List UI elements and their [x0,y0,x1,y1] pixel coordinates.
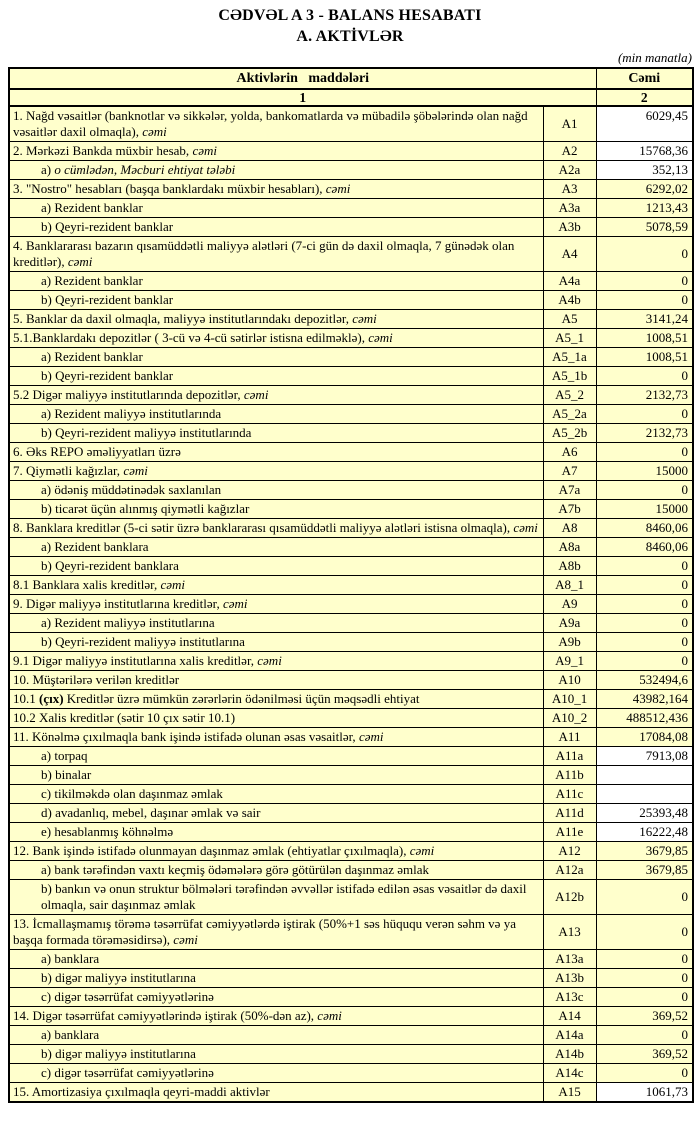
row-total-value [596,785,693,804]
row-code: A5 [543,310,596,329]
row-item-label: a) Rezident banklar [9,348,543,367]
table-row [9,142,693,161]
row-item-label: a) Rezident banklar [9,199,543,218]
row-total-value: 0 [596,1026,693,1045]
row-item-label: b) binalar [9,766,543,785]
row-code: A4b [543,291,596,310]
row-code: A7a [543,481,596,500]
table-row [9,950,693,969]
row-total-value: 8460,06 [596,519,693,538]
row-code: A5_2b [543,424,596,443]
row-code: A11d [543,804,596,823]
row-item-label: 8. Banklara kreditlər (5-ci sətir üzrə banklararası qısamüddətli maliyyə alətləri istisna olmaqla), cəmi [9,519,543,538]
table-row [9,519,693,538]
row-item-label: b) ticarət üçün alınmış qiymətli kağızlar [9,500,543,519]
row-item-label: b) Qeyri-rezident maliyyə institutlarında [9,424,543,443]
row-total-value: 3679,85 [596,842,693,861]
row-item-label: 11. Könəlmə çıxılmaqla bank işində istifadə olunan əsas vəsaitlər, cəmi [9,728,543,747]
table-row [9,161,693,180]
row-code: A1 [543,106,596,142]
table-row [9,348,693,367]
row-total-value: 6029,45 [596,106,693,142]
row-item-label: 3. "Nostro" hesabları (başqa banklardakı müxbir hesabları), cəmi [9,180,543,199]
row-code: A15 [543,1083,596,1103]
row-item-label: 9.1 Digər maliyyə institutlarına xalis kreditlər, cəmi [9,652,543,671]
table-row [9,880,693,915]
row-code: A8 [543,519,596,538]
row-code: A13a [543,950,596,969]
row-item-label: 10.2 Xalis kreditlər (sətir 10 çıx sətir 10.1) [9,709,543,728]
row-total-value: 0 [596,950,693,969]
title-block [0,0,700,47]
table-row [9,481,693,500]
row-total-value: 3141,24 [596,310,693,329]
row-code: A2a [543,161,596,180]
table-row [9,595,693,614]
table-row [9,988,693,1007]
column-number-2: 2 [596,89,693,106]
row-item-label: 10. Müştərilərə verilən kreditlər [9,671,543,690]
table-row [9,443,693,462]
row-total-value: 15768,36 [596,142,693,161]
row-item-label: a) torpaq [9,747,543,766]
table-row [9,218,693,237]
row-item-label: 9. Digər maliyyə institutlarına kreditlər, cəmi [9,595,543,614]
row-total-value: 0 [596,915,693,950]
row-item-label: 10.1 (çıx) Kreditlər üzrə mümkün zərərlərin ödənilməsi üçün məqsədli ehtiyat [9,690,543,709]
row-item-label: 12. Bank işində istifadə olunmayan daşınmaz əmlak (ehtiyatlar çıxılmaqla), cəmi [9,842,543,861]
column-number-1: 1 [9,89,596,106]
row-total-value: 1008,51 [596,348,693,367]
unit-note: (min manatla) [617,50,692,65]
row-code: A9b [543,633,596,652]
row-code: A13b [543,969,596,988]
row-code: A5_1 [543,329,596,348]
row-code: A6 [543,443,596,462]
row-total-value: 0 [596,988,693,1007]
table-row [9,386,693,405]
header-row-labels [9,68,693,89]
table-row [9,671,693,690]
row-code: A12a [543,861,596,880]
row-total-value: 6292,02 [596,180,693,199]
row-total-value: 0 [596,481,693,500]
row-code: A5_2a [543,405,596,424]
table-row [9,329,693,348]
table-header [9,68,693,106]
row-code: A11e [543,823,596,842]
table-row [9,576,693,595]
row-total-value: 0 [596,405,693,424]
row-total-value: 15000 [596,500,693,519]
table-row [9,272,693,291]
row-total-value: 369,52 [596,1045,693,1064]
table-body [9,106,693,1102]
row-item-label: b) digər maliyyə institutlarına [9,969,543,988]
table-row [9,633,693,652]
row-code: A11c [543,785,596,804]
row-item-label: a) Rezident maliyyə institutlarında [9,405,543,424]
row-total-value: 1061,73 [596,1083,693,1103]
row-item-label: 7. Qiymətli kağızlar, cəmi [9,462,543,481]
row-code: A5_2 [543,386,596,405]
row-item-label: 6. Əks REPO əməliyyatları üzrə [9,443,543,462]
table-row [9,310,693,329]
table-row [9,538,693,557]
row-total-value: 7913,08 [596,747,693,766]
table-row [9,690,693,709]
table-row [9,766,693,785]
row-total-value: 16222,48 [596,823,693,842]
table-row [9,747,693,766]
row-item-label: 5.1.Banklardakı depozitlər ( 3-cü və 4-cü sətirlər istisna edilməklə), cəmi [9,329,543,348]
balance-sheet-table [8,67,694,1103]
row-code: A5_1b [543,367,596,386]
table-row [9,180,693,199]
row-total-value: 0 [596,969,693,988]
row-total-value: 8460,06 [596,538,693,557]
row-item-label: a) Rezident banklar [9,272,543,291]
table-row [9,709,693,728]
row-item-label: a) Rezident banklara [9,538,543,557]
row-code: A3a [543,199,596,218]
table-row [9,652,693,671]
row-item-label: b) Qeyri-rezident banklar [9,291,543,310]
row-code: A13 [543,915,596,950]
table-row [9,462,693,481]
row-item-label: b) Qeyri-rezident banklar [9,218,543,237]
row-total-value: 17084,08 [596,728,693,747]
row-total-value: 0 [596,443,693,462]
table-row [9,861,693,880]
row-total-value: 1213,43 [596,199,693,218]
row-code: A3 [543,180,596,199]
row-item-label: b) Qeyri-rezident maliyyə institutlarına [9,633,543,652]
row-code: A7 [543,462,596,481]
row-total-value: 0 [596,1064,693,1083]
row-code: A10_1 [543,690,596,709]
row-total-value: 0 [596,595,693,614]
row-total-value: 0 [596,652,693,671]
table-row [9,614,693,633]
table-row [9,915,693,950]
table-row [9,557,693,576]
table-row [9,842,693,861]
row-code: A11a [543,747,596,766]
row-total-value: 488512,436 [596,709,693,728]
row-code: A12b [543,880,596,915]
row-code: A14a [543,1026,596,1045]
table-row [9,1064,693,1083]
table-row [9,424,693,443]
row-total-value: 5078,59 [596,218,693,237]
row-total-value: 0 [596,291,693,310]
row-total-value: 25393,48 [596,804,693,823]
table-row [9,291,693,310]
row-item-label: 14. Digər təsərrüfat cəmiyyətlərində iştirak (50%-dən az), cəmi [9,1007,543,1026]
row-total-value: 0 [596,880,693,915]
table-row [9,367,693,386]
row-total-value: 369,52 [596,1007,693,1026]
row-code: A4a [543,272,596,291]
table-row [9,823,693,842]
row-total-value: 3679,85 [596,861,693,880]
row-item-label: b) bankın və onun struktur bölmələri tərəfindən əvvəllər istifadə edilən əsas vəsaitlər də daxil olmaqla, sair daşınmaz əmlak [9,880,543,915]
row-code: A13c [543,988,596,1007]
row-item-label: b) Qeyri-rezident banklara [9,557,543,576]
table-row [9,728,693,747]
total-column-header: Cəmi [596,68,693,89]
row-code: A8a [543,538,596,557]
page-title: CƏDVƏL A 3 - BALANS HESABATI [218,7,482,24]
row-total-value: 0 [596,614,693,633]
row-item-label: a) ödəniş müddətinədək saxlanılan [9,481,543,500]
table-row [9,500,693,519]
row-item-label: a) Rezident maliyyə institutlarına [9,614,543,633]
row-item-label: 5. Banklar da daxil olmaqla, maliyyə institutlarındakı depozitlər, cəmi [9,310,543,329]
row-item-label: a) o cümlədən, Məcburi ehtiyat tələbi [9,161,543,180]
row-total-value: 0 [596,576,693,595]
row-code: A11b [543,766,596,785]
row-item-label: a) banklara [9,950,543,969]
row-code: A10_2 [543,709,596,728]
row-total-value: 532494,6 [596,671,693,690]
row-item-label: e) hesablanmış köhnəlmə [9,823,543,842]
row-code: A14b [543,1045,596,1064]
table-row [9,106,693,142]
table-row [9,1007,693,1026]
row-total-value: 15000 [596,462,693,481]
row-item-label: c) digər təsərrüfat cəmiyyətlərinə [9,1064,543,1083]
row-code: A10 [543,671,596,690]
row-item-label: c) tikilməkdə olan daşınmaz əmlak [9,785,543,804]
row-code: A2 [543,142,596,161]
table-row [9,969,693,988]
table-row [9,1083,693,1103]
row-total-value: 2132,73 [596,386,693,405]
row-item-label: b) digər maliyyə institutlarına [9,1045,543,1064]
table-row [9,237,693,272]
row-code: A9a [543,614,596,633]
row-item-label: 2. Mərkəzi Bankda müxbir hesab, cəmi [9,142,543,161]
row-item-label: 4. Banklararası bazarın qısamüddətli maliyyə alətləri (7-ci gün də daxil olmaqla, 7 günədək olan kreditlər), cəmi [9,237,543,272]
row-item-label: 13. İcmallaşmamış törəmə təsərrüfat cəmiyyətlərdə iştirak (50%+1 səs hüququ verən səhm və ya başqa formada törəməsidirsə), cəmi [9,915,543,950]
row-code: A14 [543,1007,596,1026]
page-subtitle: A. AKTİVLƏR [296,28,404,45]
row-code: A5_1a [543,348,596,367]
row-total-value: 43982,164 [596,690,693,709]
table-row [9,804,693,823]
row-total-value: 0 [596,367,693,386]
row-item-label: a) banklara [9,1026,543,1045]
row-total-value: 0 [596,633,693,652]
row-total-value: 1008,51 [596,329,693,348]
row-code: A4 [543,237,596,272]
table-row [9,199,693,218]
row-item-label: 8.1 Banklara xalis kreditlər, cəmi [9,576,543,595]
row-code: A9 [543,595,596,614]
row-code: A14c [543,1064,596,1083]
row-item-label: 15. Amortizasiya çıxılmaqla qeyri-maddi aktivlər [9,1083,543,1103]
row-total-value: 2132,73 [596,424,693,443]
table-row [9,785,693,804]
row-item-label: d) avadanlıq, mebel, daşınar əmlak və sair [9,804,543,823]
header-row-numbers [9,89,693,106]
row-item-label: 1. Nağd vəsaitlər (banknotlar və sikkələr, yolda, bankomatlarda və mübadilə şöbələrində olan nağd vəsaitlər daxil olmaqla), cəmi [9,106,543,142]
row-total-value: 0 [596,272,693,291]
row-item-label: a) bank tərəfindən vaxtı keçmiş ödəmələrə görə götürülən daşınmaz əmlak [9,861,543,880]
items-column-header: Aktivlərin maddələri [9,68,596,89]
row-total-value: 352,13 [596,161,693,180]
row-code: A11 [543,728,596,747]
row-code: A9_1 [543,652,596,671]
row-code: A8b [543,557,596,576]
table-row [9,1045,693,1064]
row-total-value: 0 [596,557,693,576]
row-item-label: b) Qeyri-rezident banklar [9,367,543,386]
row-code: A8_1 [543,576,596,595]
row-item-label: c) digər təsərrüfat cəmiyyətlərinə [9,988,543,1007]
row-code: A7b [543,500,596,519]
row-code: A3b [543,218,596,237]
row-total-value [596,766,693,785]
table-row [9,1026,693,1045]
table-row [9,405,693,424]
row-total-value: 0 [596,237,693,272]
row-code: A12 [543,842,596,861]
row-item-label: 5.2 Digər maliyyə institutlarında depozitlər, cəmi [9,386,543,405]
